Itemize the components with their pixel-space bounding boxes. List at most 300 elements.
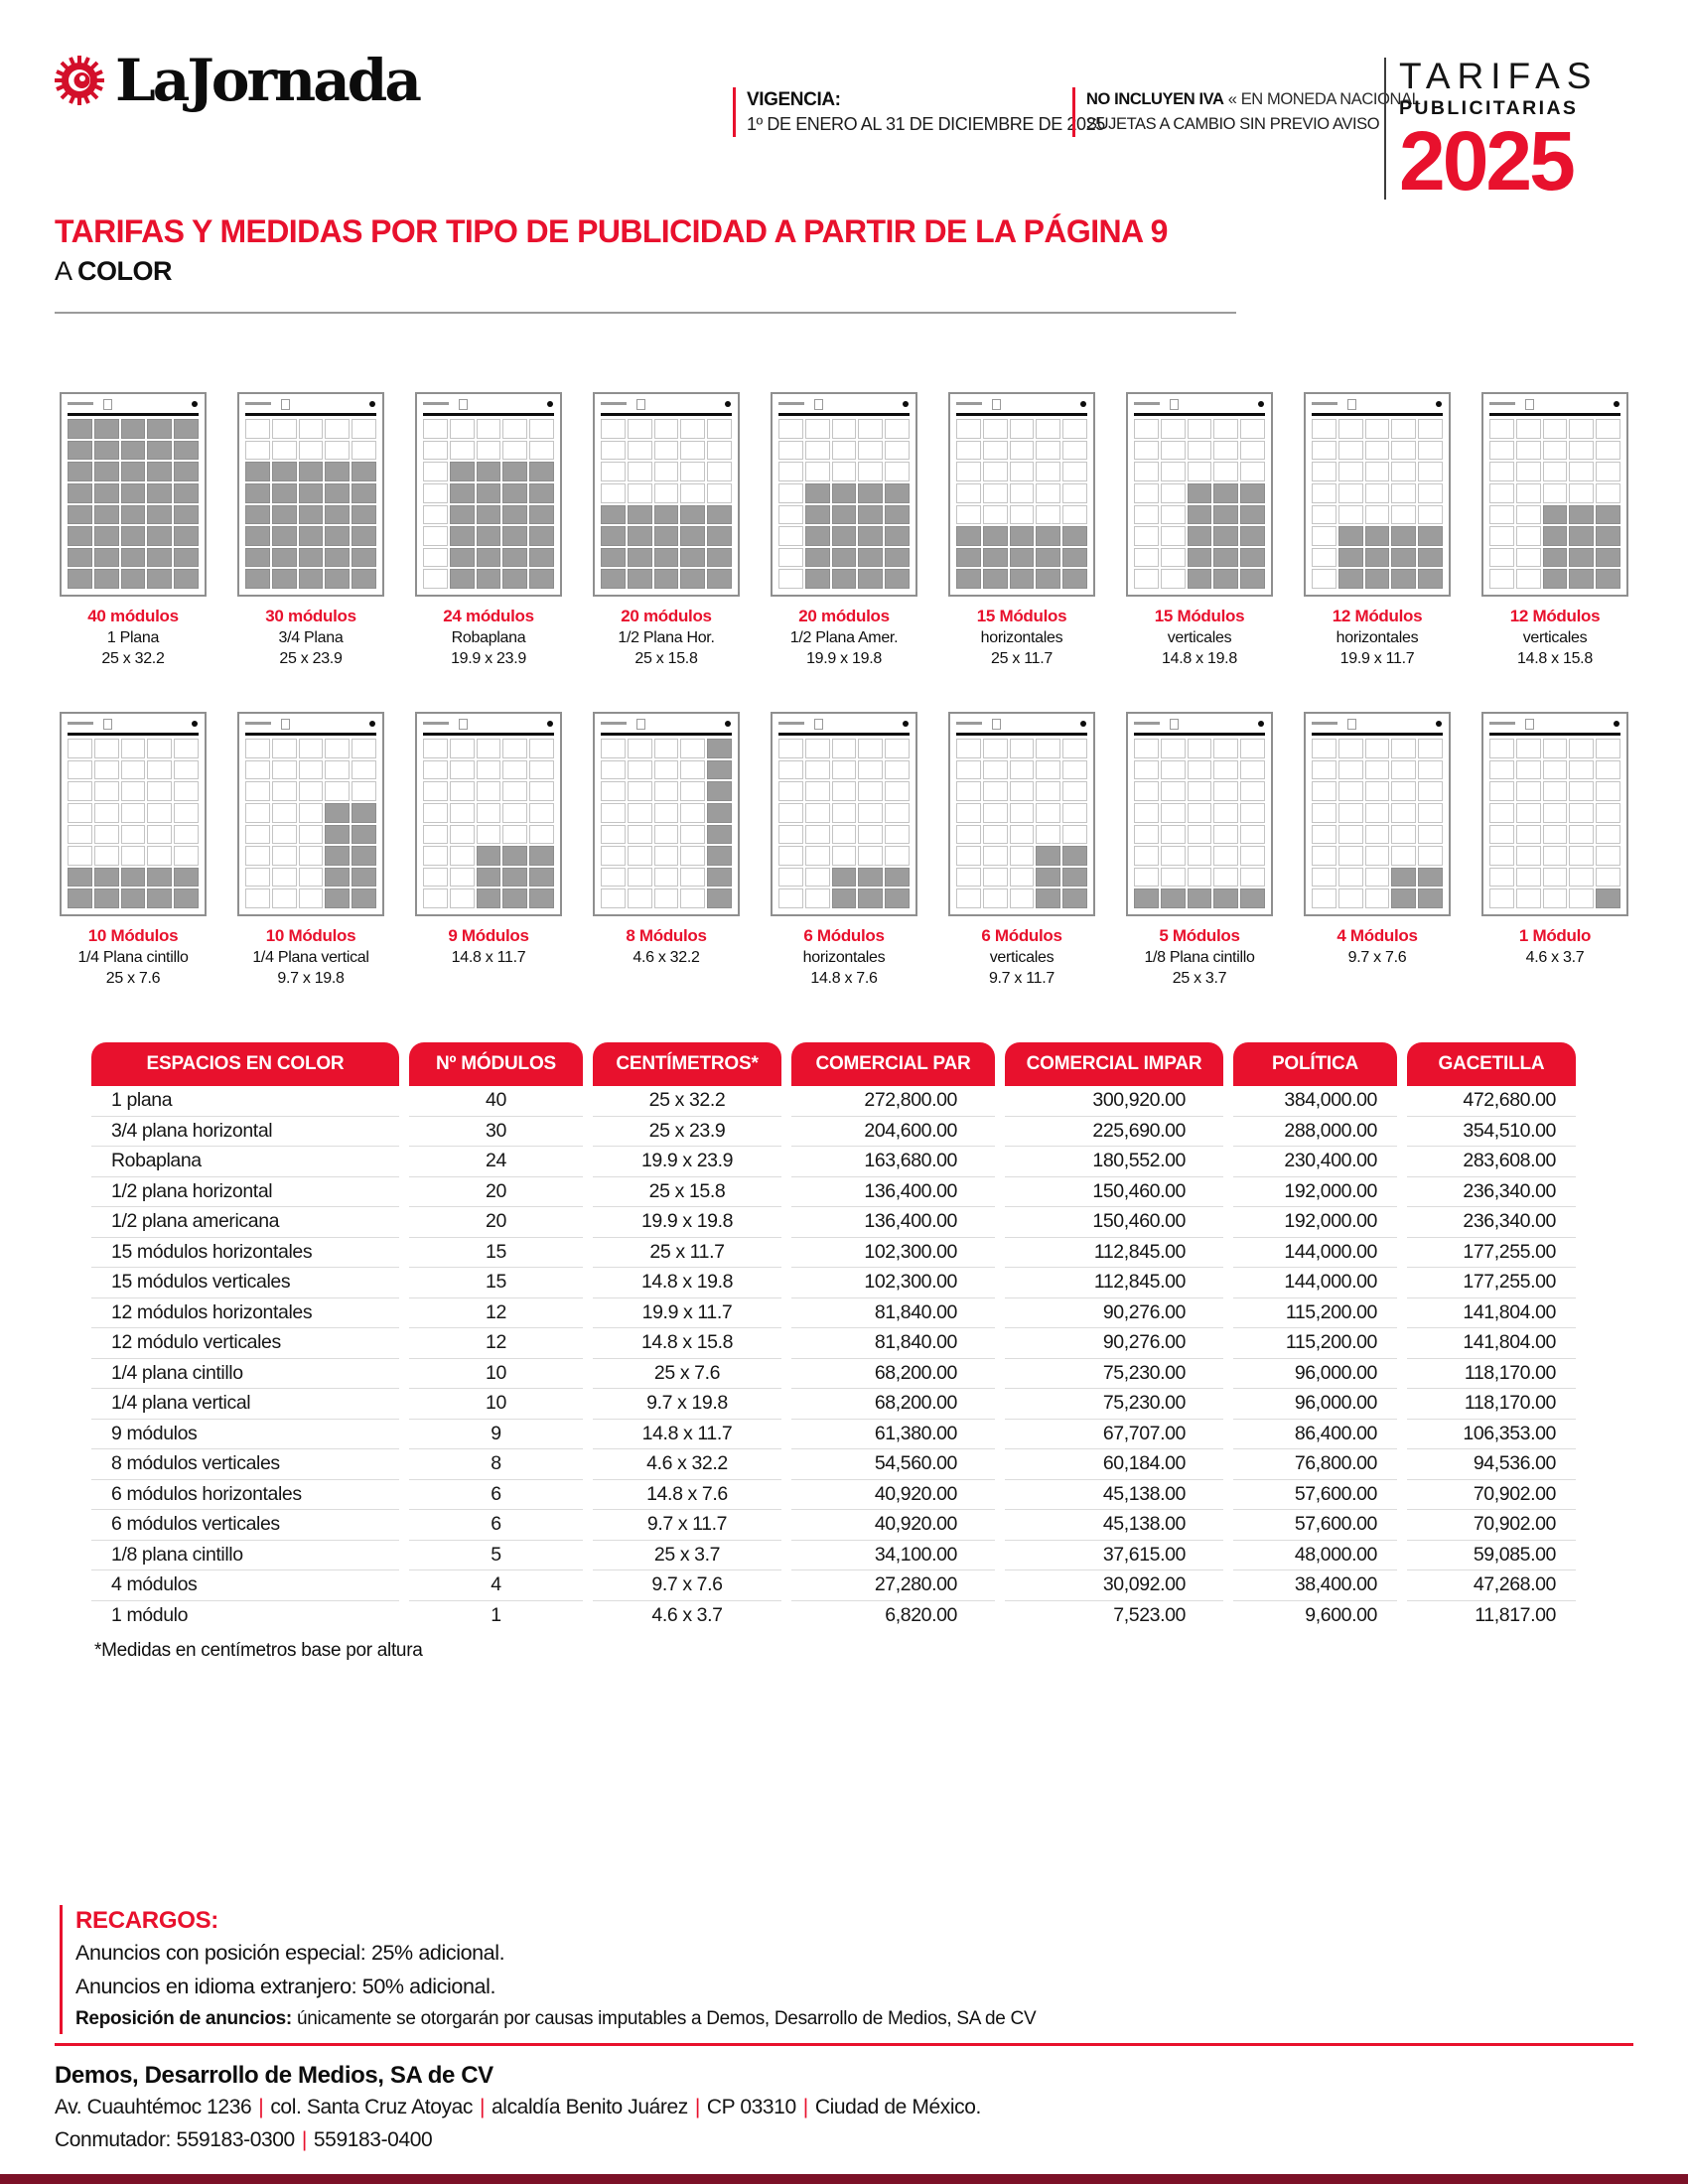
module-cell [1516,825,1541,845]
rate-cell: 47,268.00 [1407,1570,1576,1601]
module-cell [1543,846,1568,866]
module-cell [885,803,910,823]
module-cell [680,781,705,801]
module-cell [1418,846,1443,866]
module-cell [1010,739,1035,758]
module-cell [147,548,172,568]
module-cell [1489,419,1514,439]
module-cell [707,462,732,481]
module-cell [502,441,527,461]
module-cell [245,760,270,780]
separator-pipe: | [258,2096,264,2118]
module-cell [983,803,1008,823]
module-cell [245,483,270,503]
rate-cell: 90,276.00 [1005,1298,1223,1329]
module-cell [858,760,883,780]
mini-folio-dot [1258,401,1264,407]
mini-page-masthead [1312,719,1443,731]
rate-cell: 57,600.00 [1233,1480,1397,1511]
module-cell [1596,548,1620,568]
module-cell [654,781,679,801]
mini-head-box [1347,399,1356,410]
module-cell [1418,888,1443,908]
caption-modules: 40 módulos [87,607,179,625]
module-cell [529,526,554,546]
module-cell [245,548,270,568]
mini-newspaper-page [60,392,207,597]
mini-module-grid [1489,739,1620,908]
mini-masthead-bar [68,722,93,725]
module-cell [628,781,652,801]
module-cell [858,781,883,801]
rate-cell: 102,300.00 [791,1238,995,1269]
module-cell [858,441,883,461]
module-cell [1391,825,1416,845]
module-cell [68,526,92,546]
module-cell [778,739,803,758]
module-cell [858,462,883,481]
module-cell [1161,846,1186,866]
module-cell [1338,569,1363,589]
module-cell [450,462,475,481]
module-cell [1240,526,1265,546]
rate-cell: 70,902.00 [1407,1480,1576,1511]
module-cell [94,548,119,568]
module-cell [858,868,883,887]
module-cell [529,548,554,568]
module-cell [1036,441,1060,461]
module-cell [654,760,679,780]
rate-cell: 163,680.00 [791,1147,995,1177]
module-cell [805,739,830,758]
module-cell [1010,548,1035,568]
module-cell [832,419,857,439]
mini-module-grid [245,419,376,589]
module-cell [1338,419,1363,439]
module-cell [832,781,857,801]
module-cell [529,846,554,866]
module-cell [601,760,626,780]
module-cell [1489,526,1514,546]
module-cell [325,888,350,908]
module-cell [1338,760,1363,780]
module-cell [352,526,376,546]
module-cell [529,781,554,801]
module-cell [858,846,883,866]
module-cell [680,505,705,525]
module-diagram [415,712,562,989]
rate-cell: 14.8 x 15.8 [593,1328,781,1359]
mini-newspaper-page [60,712,207,916]
module-cell [654,888,679,908]
module-cell [778,825,803,845]
caption-format: 1/2 Plana Amer. [789,629,899,646]
rate-cell: 45,138.00 [1005,1480,1223,1511]
module-cell [628,825,652,845]
mini-head-box [636,399,645,410]
rate-cell: 115,200.00 [1233,1328,1397,1359]
caption-size: 14.8 x 15.8 [1517,650,1593,667]
module-cell [1365,868,1390,887]
module-cell [68,419,92,439]
diagram-caption [977,606,1067,669]
module-cell [680,868,705,887]
module-cell [628,803,652,823]
module-cell [1569,462,1594,481]
rate-cell: 4.6 x 3.7 [651,1604,723,1627]
module-cell [1391,462,1416,481]
module-cell [1543,548,1568,568]
phone-label: Conmutador: [55,2128,177,2151]
module-cell [299,803,324,823]
module-cell [477,868,501,887]
module-cell [1418,781,1443,801]
rate-cell: 1 módulo [111,1604,189,1627]
module-cell [1596,760,1620,780]
mini-newspaper-page [593,392,740,597]
module-cell [245,569,270,589]
module-cell [983,825,1008,845]
module-cell [1062,868,1087,887]
company-phones [55,2123,981,2156]
module-cell [245,505,270,525]
module-cell [1391,569,1416,589]
module-cell [1036,781,1060,801]
module-cell [1240,825,1265,845]
diagram-caption [981,925,1061,989]
module-cell [1365,441,1390,461]
module-cell [352,441,376,461]
rate-cell: 112,845.00 [1005,1268,1223,1298]
rate-cell: 24 [409,1147,583,1177]
module-cell [601,888,626,908]
module-cell [423,441,448,461]
module-cell [121,483,146,503]
module-cell [1161,803,1186,823]
module-cell [1569,888,1594,908]
caption-format: horizontales [802,949,886,966]
module-cell [1240,441,1265,461]
module-cell [68,483,92,503]
module-cell [1543,483,1568,503]
module-cell [94,868,119,887]
mini-module-grid [956,419,1087,589]
module-cell [94,441,119,461]
module-cell [352,803,376,823]
caption-format: 1/4 Plana vertical [252,949,369,966]
module-cell [983,483,1008,503]
module-cell [1596,888,1620,908]
module-cell [1010,419,1035,439]
module-cell [1489,760,1514,780]
module-cell [805,888,830,908]
module-cell [1213,548,1238,568]
module-cell [1010,760,1035,780]
caption-size: 19.9 x 11.7 [1339,650,1415,667]
module-cell [299,462,324,481]
module-cell [956,441,981,461]
rate-cell: 20 [409,1207,583,1238]
module-cell [450,419,475,439]
mini-head-box [103,719,112,730]
page-title-sub [55,256,1168,287]
rate-cell: 30,092.00 [1005,1570,1223,1601]
caption-modules: 15 Módulos [976,607,1067,625]
module-cell [1240,419,1265,439]
module-cell [1213,803,1238,823]
module-cell [1418,462,1443,481]
module-cell [1134,483,1159,503]
module-cell [1188,462,1212,481]
module-cell [1213,825,1238,845]
badge-year: 2025 [1399,114,1573,208]
module-cell [1489,846,1514,866]
module-cell [450,526,475,546]
module-cell [1516,846,1541,866]
mini-page-rule [778,733,910,736]
module-cell [174,739,199,758]
mini-module-grid [601,739,732,908]
module-cell [245,803,270,823]
module-cell [1161,505,1186,525]
module-cell [1312,548,1336,568]
module-cell [1188,888,1212,908]
module-cell [1418,526,1443,546]
module-cell [1569,868,1594,887]
mini-page-rule [1489,413,1620,416]
module-cell [1062,781,1087,801]
module-cell [1391,781,1416,801]
module-cell [68,803,92,823]
iva-line2: SUJETAS A CAMBIO SIN PREVIO AVISO [1086,115,1380,133]
module-cell [1418,548,1443,568]
module-cell [1391,803,1416,823]
module-cell [628,505,652,525]
caption-size: 14.8 x 7.6 [810,970,878,987]
module-cell [147,441,172,461]
module-cell [325,462,350,481]
caption-modules: 10 Módulos [87,926,179,945]
title-color: COLOR [77,256,173,286]
module-cell [956,548,981,568]
module-cell [1240,548,1265,568]
module-cell [1134,846,1159,866]
module-cell [245,739,270,758]
module-cell [1338,825,1363,845]
module-cell [805,462,830,481]
rate-column [1005,1042,1223,1631]
module-cell [299,888,324,908]
module-cell [1516,888,1541,908]
rate-cell: 236,340.00 [1407,1177,1576,1208]
module-cell [601,846,626,866]
mini-head-box [1525,399,1534,410]
module-cell [423,868,448,887]
module-cell [1213,462,1238,481]
module-cell [1036,846,1060,866]
module-cell [1489,548,1514,568]
module-cell [858,505,883,525]
rate-cell: 60,184.00 [1005,1449,1223,1480]
module-cell [272,846,297,866]
module-cell [1365,483,1390,503]
module-cell [885,781,910,801]
badge-publicitarias: PUBLICITARIAS [1399,96,1579,119]
module-cell [1418,803,1443,823]
module-cell [628,888,652,908]
module-cell [628,760,652,780]
module-cell [858,526,883,546]
rate-cell: 70,902.00 [1407,1510,1576,1541]
module-cell [858,803,883,823]
mini-masthead-bar [1134,722,1160,725]
module-cell [1312,441,1336,461]
diagram-caption [265,606,355,669]
module-cell [1365,569,1390,589]
rate-cell: 354,510.00 [1407,1117,1576,1148]
module-cell [1213,760,1238,780]
rate-cell: 283,608.00 [1407,1147,1576,1177]
module-cell [147,825,172,845]
rate-cell: 75,230.00 [1005,1359,1223,1390]
caption-size: 9.7 x 11.7 [988,970,1055,987]
module-cell [502,781,527,801]
module-cell [628,419,652,439]
module-cell [628,548,652,568]
rate-cell: 1 plana [91,1086,399,1117]
module-diagram [1304,712,1451,989]
module-cell [1134,505,1159,525]
module-cell [477,483,501,503]
rate-cell: 236,340.00 [1407,1207,1576,1238]
module-cell [423,825,448,845]
module-cell [325,569,350,589]
module-diagram [1126,392,1273,669]
module-cell [654,526,679,546]
mini-page-masthead [68,399,199,411]
module-cell [450,505,475,525]
module-cell [502,739,527,758]
la-jornada-logo [52,47,419,114]
module-cell [707,419,732,439]
module-cell [1161,526,1186,546]
rate-cell: 14.8 x 7.6 [593,1480,781,1511]
diagram-caption [790,606,898,669]
module-cell [174,868,199,887]
module-cell [94,569,119,589]
module-cell [1391,526,1416,546]
module-cell [352,483,376,503]
module-cell [1161,825,1186,845]
module-cell [805,483,830,503]
module-cell [858,888,883,908]
module-cell [1516,803,1541,823]
module-cell [502,462,527,481]
module-cell [1188,569,1212,589]
module-cell [858,419,883,439]
module-cell [778,441,803,461]
diagram-caption [1144,925,1254,989]
rate-cell: 61,380.00 [791,1420,995,1450]
module-diagram [948,392,1095,669]
module-cell [885,888,910,908]
rate-column [409,1042,583,1631]
mini-page-rule [68,733,199,736]
module-cell [1312,868,1336,887]
rate-cell: 67,707.00 [1005,1420,1223,1450]
mini-module-grid [1134,419,1265,589]
diagram-caption [803,925,886,989]
module-cell [450,888,475,908]
module-cell [502,888,527,908]
module-cell [245,441,270,461]
module-cell [1543,526,1568,546]
module-cell [1213,868,1238,887]
module-cell [529,888,554,908]
mini-folio-dot [192,401,198,407]
module-cell [1338,526,1363,546]
module-cell [1010,888,1035,908]
column-header-pill: ESPACIOS EN COLOR [91,1042,399,1086]
module-cell [1134,548,1159,568]
module-cell [1418,483,1443,503]
module-cell [299,781,324,801]
rate-cell: 192,000.00 [1233,1177,1397,1208]
module-cell [1240,781,1265,801]
logo-wordmark: LaJornada [115,47,419,114]
module-cell [778,781,803,801]
rate-cell: 9.7 x 19.8 [593,1389,781,1420]
module-cell [325,825,350,845]
mini-page-rule [245,413,376,416]
recargos-line-2: Anuncios en idioma extranjero: 50% adicional. [75,1975,496,1998]
module-cell [352,548,376,568]
badge-tarifas: TARIFAS [1399,56,1599,96]
module-cell [707,548,732,568]
module-cell [1365,505,1390,525]
module-cell [983,526,1008,546]
mini-page-rule [1489,733,1620,736]
module-cell [805,760,830,780]
mini-masthead-bar [956,722,982,725]
module-cell [450,569,475,589]
module-cell [654,569,679,589]
module-cell [1062,483,1087,503]
module-cell [1134,739,1159,758]
mini-head-box [814,399,823,410]
diagram-caption [443,606,533,669]
module-cell [174,419,199,439]
module-cell [1516,868,1541,887]
module-cell [1596,483,1620,503]
module-cell [707,868,732,887]
module-cell [1240,569,1265,589]
rate-cell: 300,920.00 [1005,1086,1223,1117]
rate-cell: 1 [491,1604,501,1627]
module-cell [628,846,652,866]
module-cell [147,526,172,546]
module-cell [956,739,981,758]
module-cell [529,441,554,461]
module-cell [654,483,679,503]
module-cell [272,483,297,503]
module-cell [1365,825,1390,845]
module-cell [1062,760,1087,780]
module-cell [628,526,652,546]
module-cell [1489,462,1514,481]
tarifas-2025-badge [1384,56,1632,208]
module-cell [245,462,270,481]
